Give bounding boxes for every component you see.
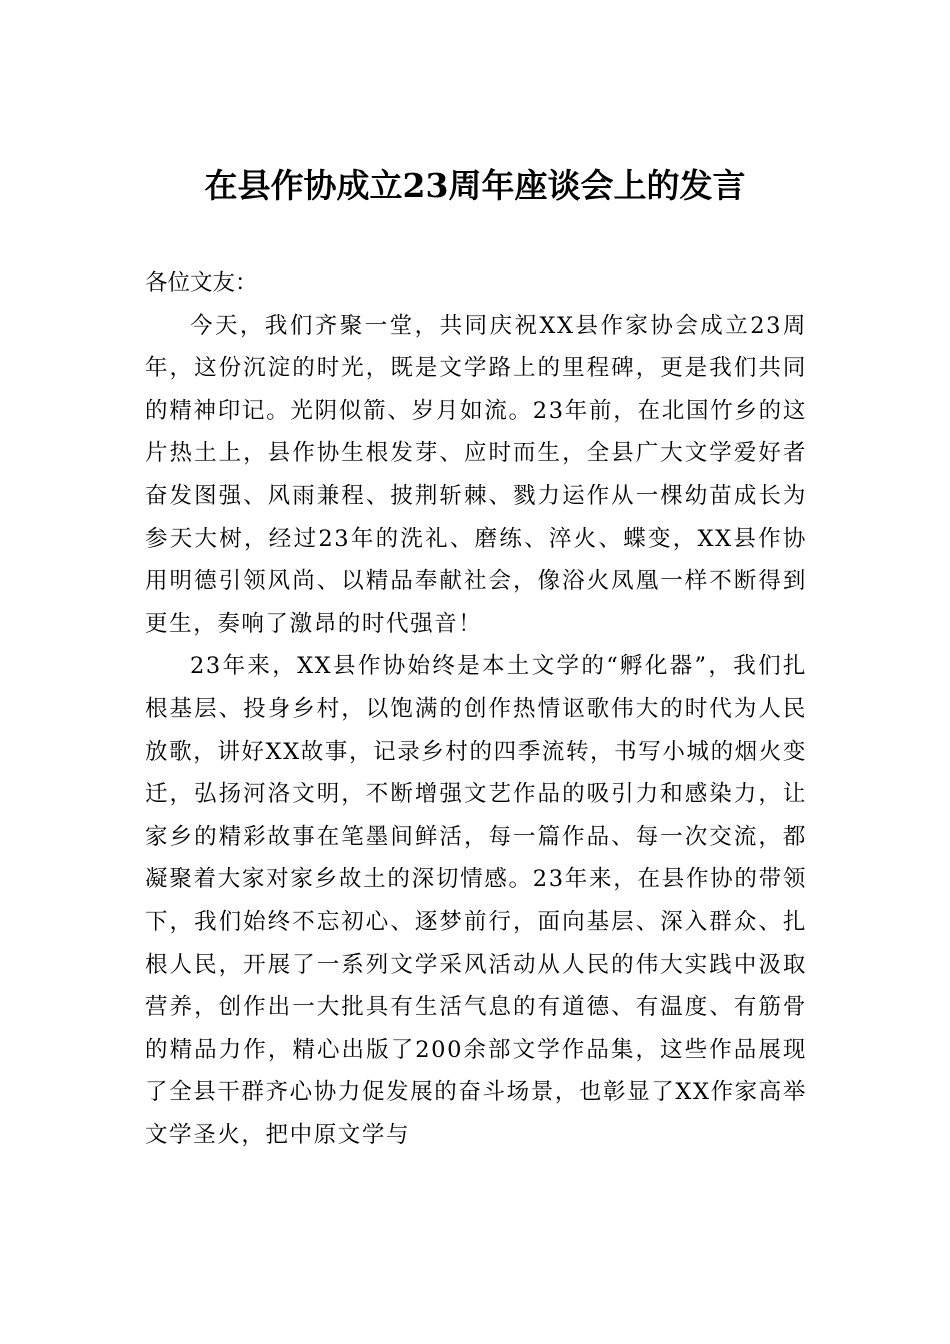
document-title: 在县作协成立23周年座谈会上的发言 xyxy=(204,166,746,205)
paragraph-2: 23年来，XX县作协始终是本土文学的“孵化器”，我们扎根基层、投身乡村，以饱满的创作热情讴歌伟大的时代为人民放歌，讲好XX故事，记录乡村的四季流转，书写小城的烟火变迁，弘扬河洛文明，不断增强文艺作品的吸引力和感染力，让家乡的精彩故事在笔墨间鲜活，每一篇作品、每一次交流，都凝聚着大家对家乡故土的深切情感。23年来，在县作协的带领下，我们始终不忘初心、逐梦前行，面向基层、深入群众、扎根人民，开展了一系列文学采风活动从人民的伟大实践中汲取营养，创作出一大批具有生活气息的有道德、有温度、有筋骨的精品力作，精心出版了200余部文学作品集，这些作品展现了全县干群齐心协力促发展的奋斗场景，也彰显了XX作家高举文学圣火，把中原文学与 xyxy=(145,653,807,1148)
salutation: 各位文友： xyxy=(145,270,258,296)
document-body xyxy=(145,262,807,1156)
paragraph-1: 今天，我们齐聚一堂，共同庆祝XX县作家协会成立23周年，这份沉淀的时光，既是文学路上的里程碑，更是我们共同的精神印记。光阴似箭、岁月如流。23年前，在北国竹乡的这片热土上，县作协生根发芽、应时而生，全县广大文学爱好者奋发图强、风雨兼程、披荆斩棘、戮力运作从一棵幼苗成长为参天大树，经过23年的洗礼、磨练、淬火、蝶变，XX县作协用明德引领风尚、以精品奉献社会，像浴火凤凰一样不断得到更生，奏响了激昂的时代强音！ xyxy=(145,312,807,637)
